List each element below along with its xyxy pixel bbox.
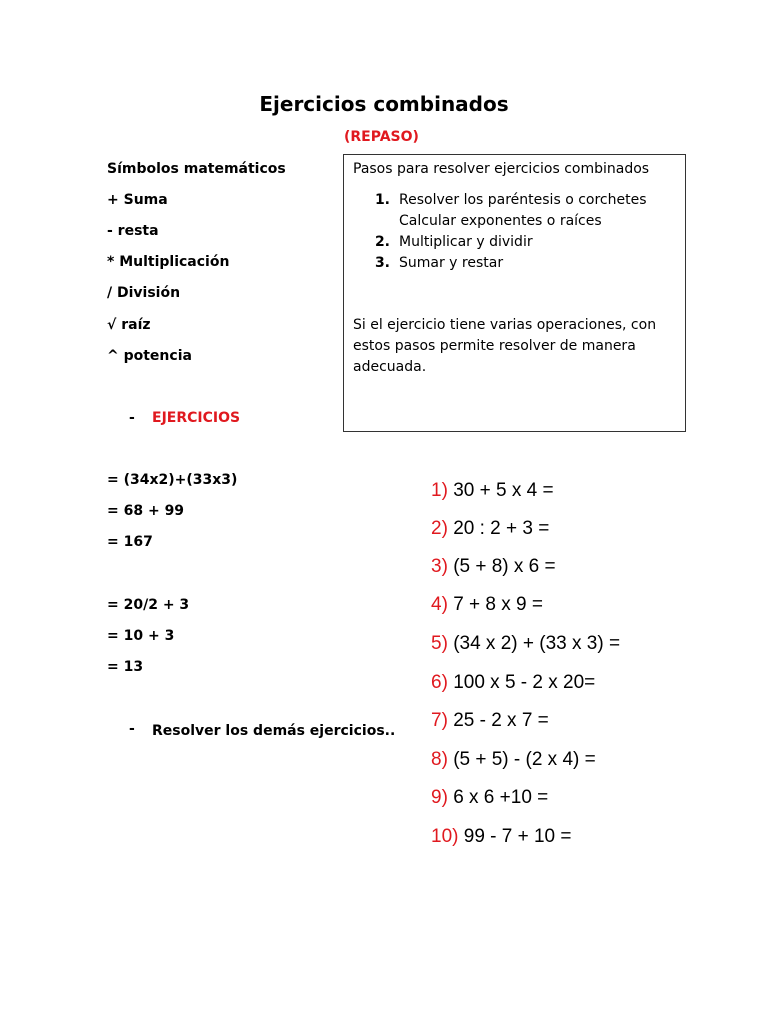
exercise-number: 3) bbox=[431, 556, 448, 577]
exercise-number: 4) bbox=[431, 594, 448, 615]
symbol-item: ^ potencia bbox=[107, 348, 192, 364]
solution-line: = 20/2 + 3 bbox=[107, 597, 190, 613]
page-subtitle: (REPASO) bbox=[344, 129, 419, 145]
exercise-expression: 20 : 2 + 3 = bbox=[453, 518, 550, 539]
instruction-text: Resolver los demás ejercicios.. bbox=[152, 723, 396, 739]
steps-list bbox=[354, 190, 647, 274]
symbol-item: / División bbox=[107, 285, 181, 301]
symbol-item: + Suma bbox=[107, 192, 168, 208]
step-item bbox=[354, 232, 647, 253]
step-text: Calcular exponentes o raíces bbox=[399, 213, 602, 229]
exercises-label: EJERCICIOS bbox=[152, 410, 241, 426]
exercise-number: 9) bbox=[431, 787, 448, 808]
symbol-item: √ raíz bbox=[107, 317, 151, 333]
exercise-number: 6) bbox=[431, 672, 448, 693]
bullet-dash: - bbox=[129, 721, 135, 737]
solution-line: = 68 + 99 bbox=[107, 503, 185, 519]
steps-box-note: Si el ejercicio tiene varias operaciones, con estos pasos permite resolver de manera adecuada. bbox=[353, 317, 657, 375]
exercise-item bbox=[431, 749, 596, 771]
solution-line: = (34x2)+(33x3) bbox=[107, 472, 238, 488]
exercise-expression: 99 - 7 + 10 = bbox=[463, 826, 572, 847]
exercise-number: 5) bbox=[431, 633, 448, 654]
steps-box bbox=[343, 154, 686, 432]
solution-line: = 13 bbox=[107, 659, 144, 675]
exercise-expression: (34 x 2) + (33 x 3) = bbox=[453, 633, 621, 654]
steps-box-title: Pasos para resolver ejercicios combinados bbox=[353, 161, 650, 177]
exercise-item bbox=[431, 826, 572, 848]
exercise-expression: 7 + 8 x 9 = bbox=[453, 594, 543, 615]
step-number: 1. bbox=[374, 192, 390, 208]
step-text: Multiplicar y dividir bbox=[399, 234, 533, 250]
step-text: Sumar y restar bbox=[399, 255, 504, 271]
page-title: Ejercicios combinados bbox=[259, 92, 509, 116]
symbol-item: * Multiplicación bbox=[107, 254, 230, 270]
step-item bbox=[354, 190, 647, 232]
solution-line: = 10 + 3 bbox=[107, 628, 175, 644]
exercise-number: 8) bbox=[431, 749, 448, 770]
exercise-number: 1) bbox=[431, 480, 448, 501]
exercise-item bbox=[431, 556, 556, 578]
step-number: 3. bbox=[374, 255, 390, 271]
exercise-expression: 6 x 6 +10 = bbox=[453, 787, 549, 808]
bullet-dash: - bbox=[129, 410, 135, 426]
step-number: 2. bbox=[374, 234, 390, 250]
exercise-number: 7) bbox=[431, 710, 448, 731]
exercise-item bbox=[431, 480, 554, 502]
solution-line: = 167 bbox=[107, 534, 153, 550]
exercise-expression: 25 - 2 x 7 = bbox=[453, 710, 549, 731]
exercise-expression: 30 + 5 x 4 = bbox=[453, 480, 554, 501]
symbol-item: - resta bbox=[107, 223, 159, 239]
exercise-item bbox=[431, 672, 595, 694]
exercise-number: 2) bbox=[431, 518, 448, 539]
exercise-item bbox=[431, 787, 548, 809]
exercise-item bbox=[431, 710, 549, 732]
symbols-heading: Símbolos matemáticos bbox=[107, 161, 286, 177]
exercise-item bbox=[431, 594, 543, 616]
exercise-expression: (5 + 8) x 6 = bbox=[453, 556, 556, 577]
step-item bbox=[354, 253, 647, 274]
step-text: Resolver los paréntesis o corchetes bbox=[399, 192, 647, 208]
exercise-expression: (5 + 5) - (2 x 4) = bbox=[453, 749, 596, 770]
exercise-number: 10) bbox=[431, 826, 459, 847]
exercise-expression: 100 x 5 - 2 x 20= bbox=[453, 672, 596, 693]
exercise-item bbox=[431, 518, 549, 540]
exercise-item bbox=[431, 633, 620, 655]
